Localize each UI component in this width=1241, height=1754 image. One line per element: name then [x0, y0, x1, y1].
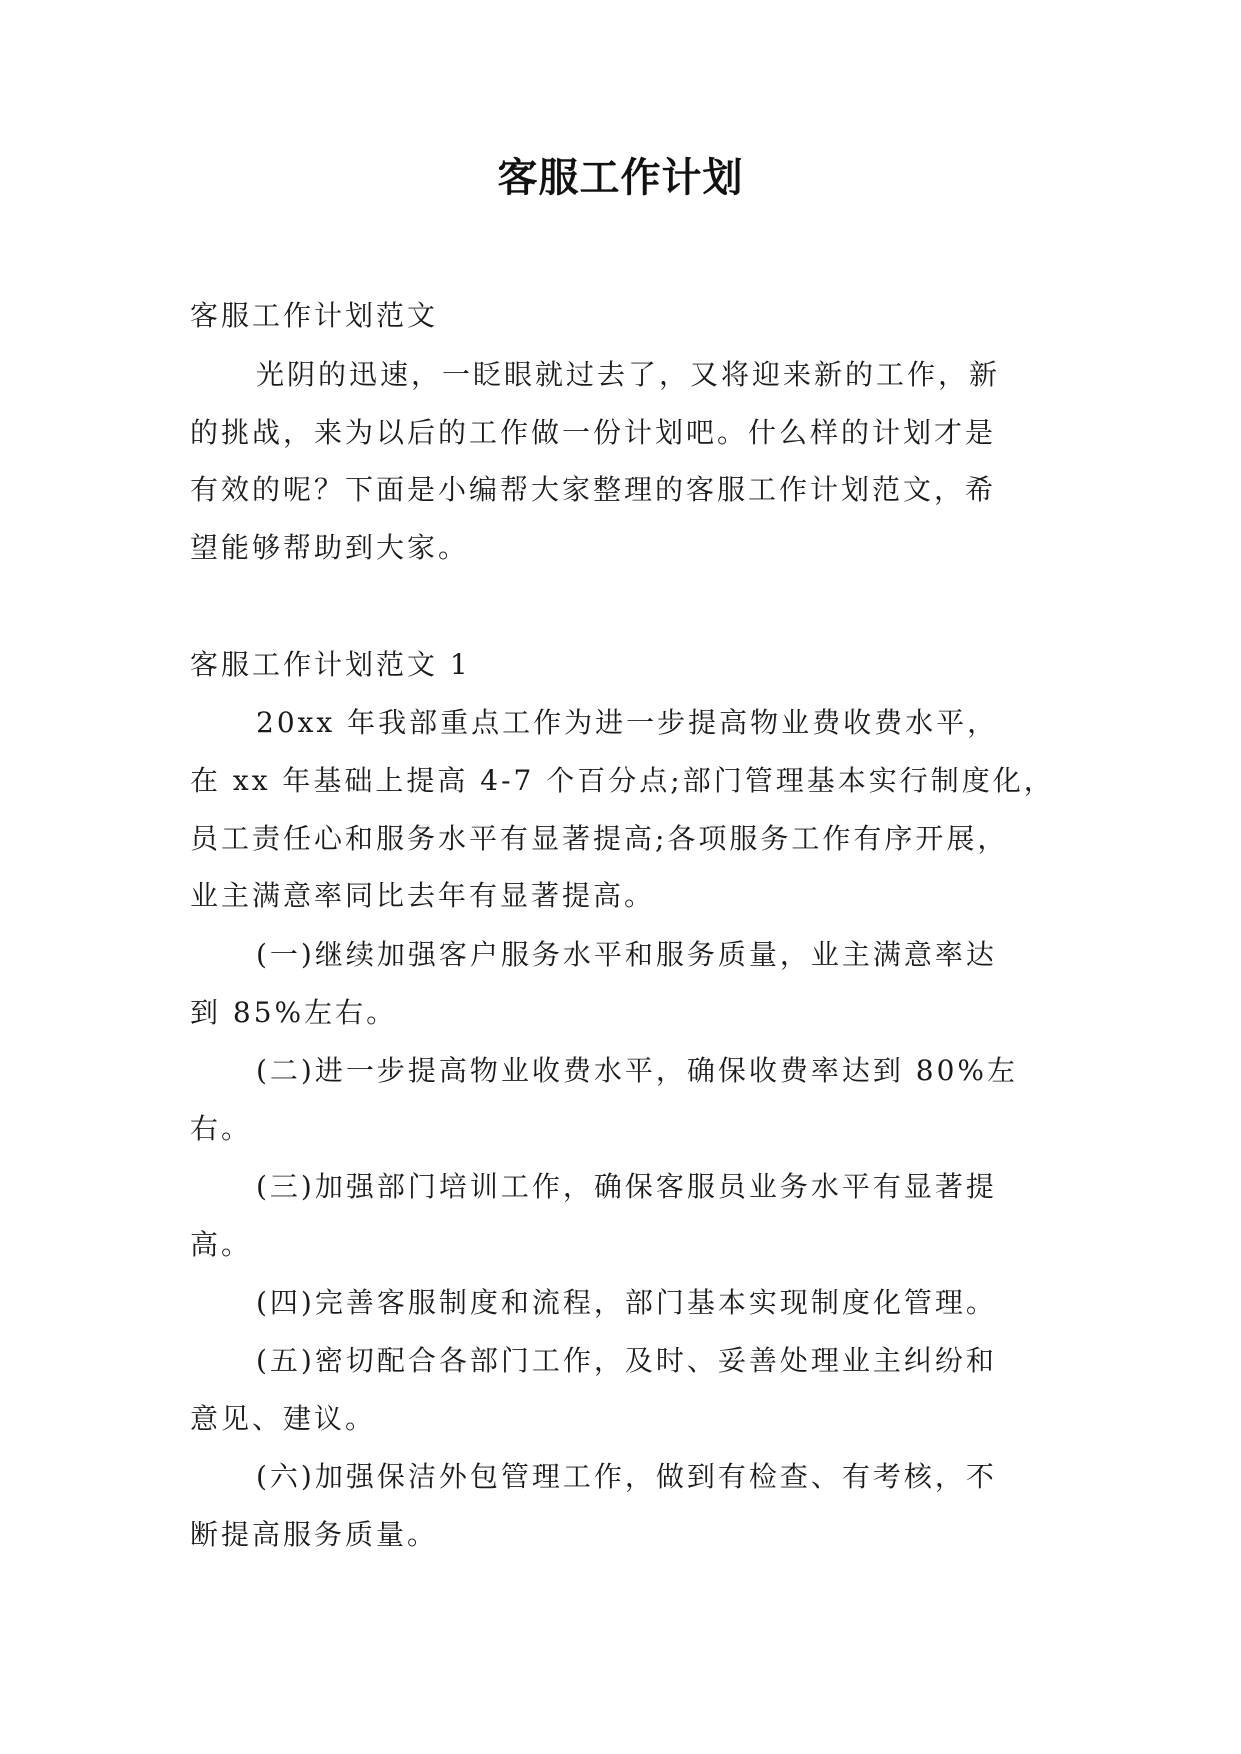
list-item-line: 高。: [190, 1228, 253, 1261]
intro-line: 有效的呢？下面是小编帮大家整理的客服工作计划范文，希: [190, 473, 997, 506]
body-line: 员工责任心和服务水平有显著提高;各项服务工作有序开展，: [190, 822, 1009, 855]
list-item-line: (四)完善客服制度和流程，部门基本实现制度化管理。: [256, 1286, 997, 1319]
body-line: 20xx 年我部重点工作为进一步提高物业费收费水平，: [256, 706, 999, 739]
list-item-line: (三)加强部门培训工作，确保客服员业务水平有显著提: [256, 1170, 997, 1203]
list-item-line: 右。: [190, 1112, 253, 1145]
intro-line: 光阴的迅速，一眨眼就过去了，又将迎来新的工作，新: [256, 358, 1001, 391]
list-item-line: 意见、建议。: [190, 1402, 377, 1435]
list-item-line: (二)进一步提高物业收费水平，确保收费率达到 80%左: [256, 1054, 1018, 1087]
document-title: 客服工作计划: [497, 155, 744, 201]
list-item-line: (一)继续加强客户服务水平和服务质量，业主满意率达: [256, 938, 997, 971]
section-heading: 客服工作计划范文: [190, 299, 439, 332]
list-item-line: 到 85%左右。: [190, 996, 398, 1029]
body-line: 在 xx 年基础上提高 4-7 个百分点;部门管理基本实行制度化，: [190, 764, 1055, 797]
list-item-line: 断提高服务质量。: [190, 1518, 439, 1551]
section-heading: 客服工作计划范文 1: [190, 648, 471, 681]
intro-line: 望能够帮助到大家。: [190, 531, 470, 564]
list-item-line: (六)加强保洁外包管理工作，做到有检查、有考核，不: [256, 1460, 997, 1493]
list-item-line: (五)密切配合各部门工作，及时、妥善处理业主纠纷和: [256, 1344, 997, 1377]
intro-line: 的挑战，来为以后的工作做一份计划吧。什么样的计划才是: [190, 416, 997, 449]
body-line: 业主满意率同比去年有显著提高。: [190, 879, 656, 912]
